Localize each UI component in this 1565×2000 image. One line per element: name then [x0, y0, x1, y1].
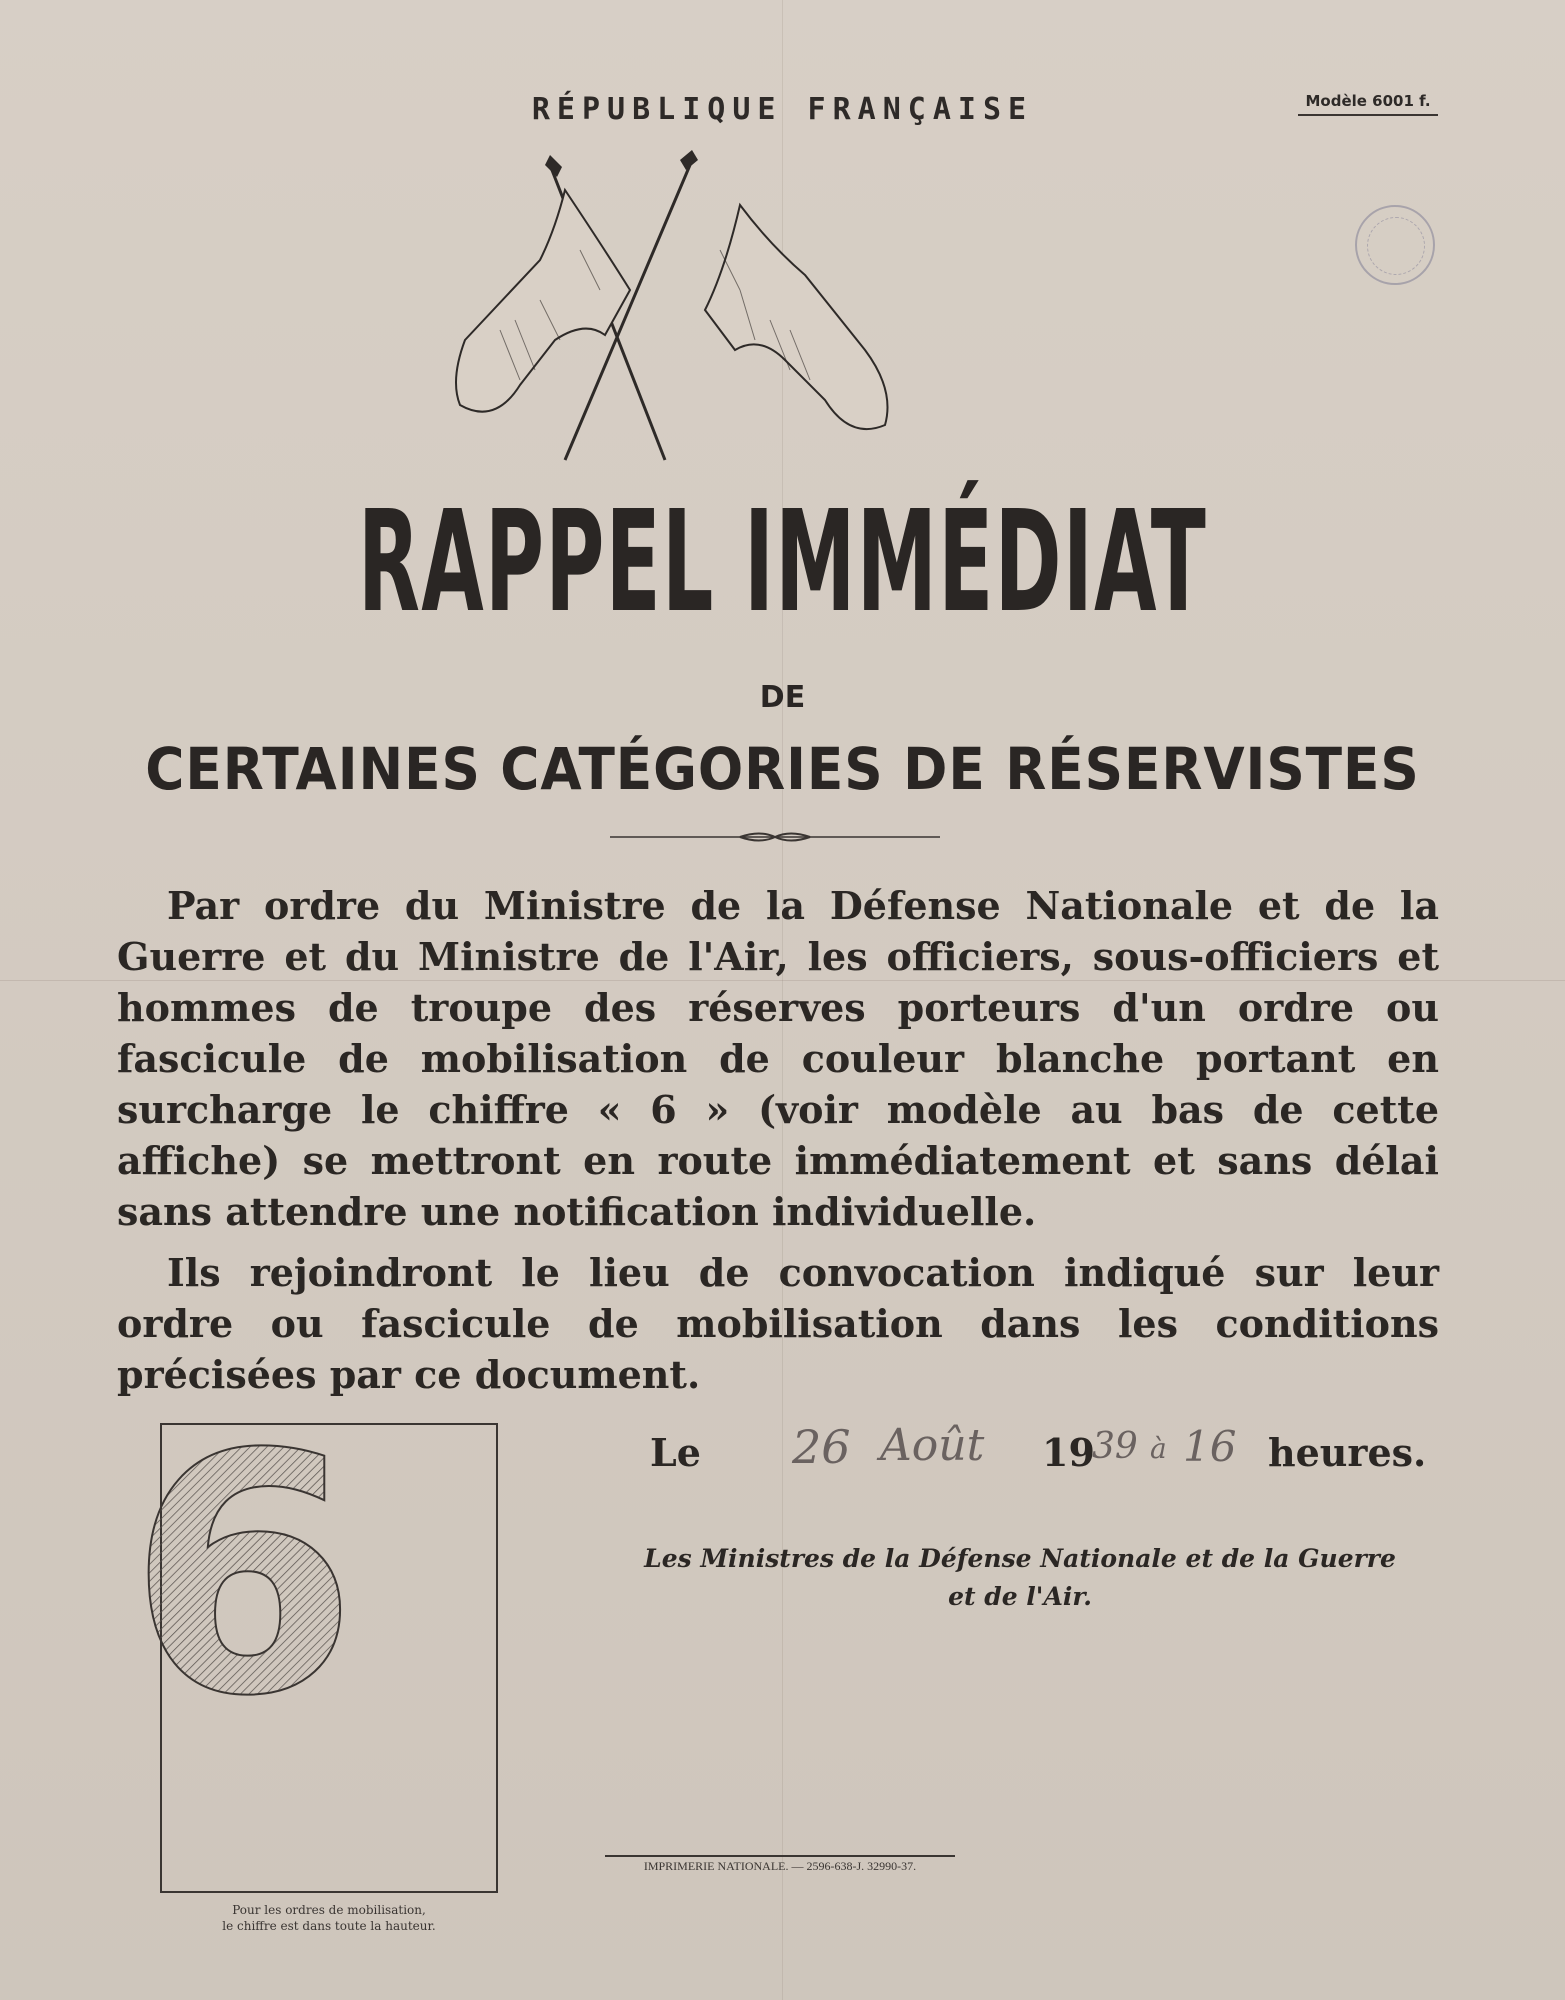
date-day-handwritten: 26 — [792, 1420, 851, 1474]
sample-digit-six — [128, 1384, 358, 1768]
date-line — [650, 1420, 1450, 1500]
date-hour-handwritten: 16 — [1183, 1422, 1237, 1471]
crossed-flags-icon — [540, 150, 1010, 480]
subtitle: CERTAINES CATÉGORIES DE RÉSERVISTES — [145, 735, 1420, 803]
title-connector: DE — [759, 680, 806, 715]
republic-header: RÉPUBLIQUE FRANÇAISE — [531, 92, 1034, 127]
main-title: RAPPEL IMMÉDIAT — [357, 481, 1208, 644]
date-year-printed: 19 — [1042, 1430, 1095, 1475]
date-year-handwritten: 39 — [1092, 1426, 1138, 1467]
date-prefix: Le — [650, 1430, 701, 1475]
archive-stamp-icon — [1355, 205, 1435, 285]
model-number: Modèle 6001 f. — [1298, 92, 1438, 116]
paragraph-instructions: Ils rejoindront le lieu de convocation indiqué sur leur ordre ou fascicule de mobilisation dans les conditions précisées par ce document. — [117, 1250, 1439, 1397]
sample-caption: Pour les ordres de mobilisation, le chiffre est dans toute la hauteur. — [222, 1903, 436, 1933]
signature-block: Les Ministres de la Défense Nationale et de la Guerre et de l'Air. — [644, 1544, 1396, 1611]
ornament-divider-icon — [610, 828, 940, 846]
proclamation-text — [117, 880, 1439, 1400]
printer-imprint: IMPRIMERIE NATIONALE. — 2596-638-J. 32990-37. — [605, 1855, 955, 1874]
date-suffix: heures. — [1268, 1430, 1427, 1475]
date-month-handwritten: Août — [880, 1420, 985, 1471]
date-at-handwritten: à — [1150, 1432, 1167, 1465]
paragraph-order: Par ordre du Ministre de la Défense Nationale et de la Guerre et du Ministre de l'Air, les officiers, sous-officiers et hommes de troupe des réserves porteurs d'un ordre ou fascicule de mobilisation de couleur blanche portant en surcharge le chiffre « 6 » (voir modèle au bas de cette affiche) se mettront en route immédiatement et sans délai sans attendre une notification individuelle. — [117, 883, 1439, 1234]
svg-text:6: 6 — [128, 1384, 358, 1768]
